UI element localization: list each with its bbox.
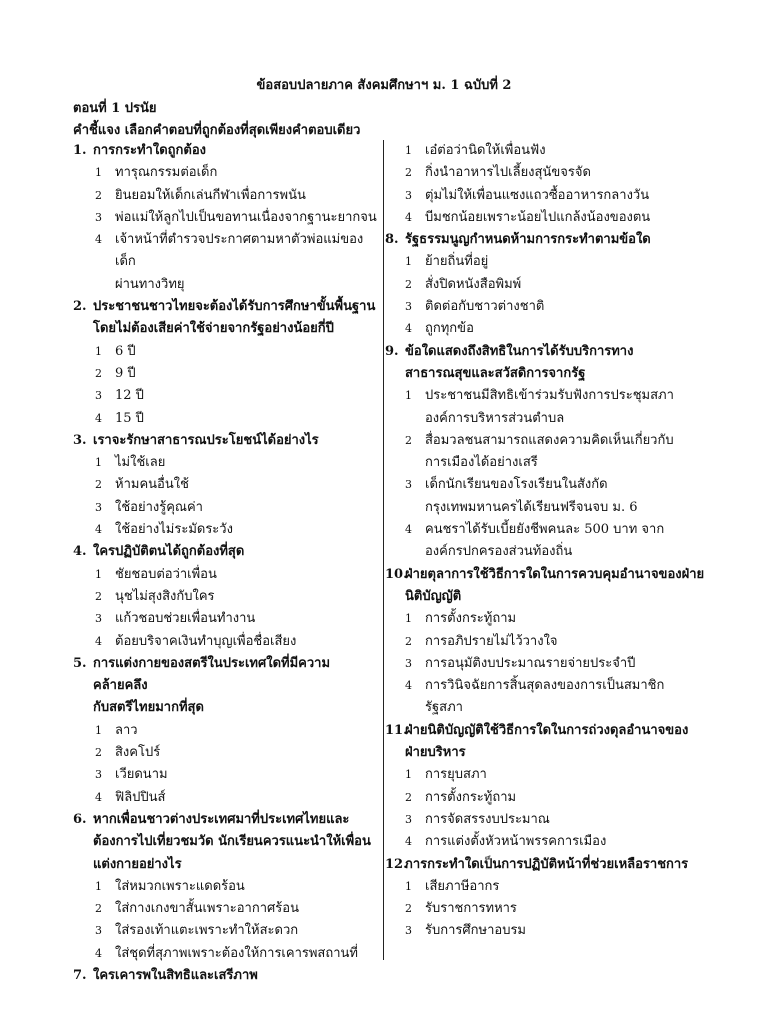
question-stem xyxy=(385,854,705,876)
choice-text: เด็กนักเรียนของโรงเรียนในสังกัด xyxy=(425,477,608,493)
choice-text: คนชราได้รับเบี้ยยังชีพคนละ 500 บาท จาก xyxy=(425,522,665,538)
answer-choice xyxy=(385,653,705,675)
choice-indent xyxy=(385,452,425,474)
choice-indent xyxy=(385,408,425,430)
answer-choice xyxy=(385,274,705,296)
answer-choice xyxy=(385,140,705,162)
answer-choice xyxy=(73,229,383,274)
choice-text: การยุบสภา xyxy=(425,767,487,783)
question-number xyxy=(73,854,93,876)
choice-indent xyxy=(385,497,425,519)
choice-text: ประชาชนมีสิทธิเข้าร่วมรับฟังการประชุมสภา xyxy=(425,388,674,404)
choice-number: 3 xyxy=(95,210,102,224)
exam-title: ข้อสอบปลายภาค สังคมศึกษาฯ ม. 1 ฉบับที่ 2 xyxy=(256,78,512,93)
question-text: ใครปฏิบัติตนได้ถูกต้องที่สุด xyxy=(93,544,245,560)
answer-choice-continued xyxy=(385,408,705,430)
choice-text: การตั้งกระทู้ถาม xyxy=(425,789,517,805)
choice-text: การอนุมัติงบประมาณรายจ่ายประจำปี xyxy=(425,655,636,671)
answer-choice xyxy=(73,631,383,653)
right-column xyxy=(385,140,705,943)
answer-choice xyxy=(385,296,705,318)
choice-text: การจัดสรรงบประมาณ xyxy=(425,811,550,827)
choice-number: 1 xyxy=(95,166,102,180)
choice-number: 3 xyxy=(95,500,102,514)
answer-choice-continued xyxy=(385,541,705,563)
choice-number: 4 xyxy=(95,523,102,537)
answer-choice xyxy=(73,385,383,407)
choice-text: ทารุณกรรมต่อเด็ก xyxy=(115,165,218,181)
answer-choice xyxy=(73,162,383,184)
choice-number: 3 xyxy=(95,924,102,938)
question-text: การกระทำใดเป็นการปฏิบัติหน้าที่ช่วยเหลือราชการ xyxy=(405,856,689,872)
question-stem-continued xyxy=(385,742,705,764)
choice-number: 3 xyxy=(95,612,102,626)
choice-number: 1 xyxy=(95,456,102,470)
choice-number: 4 xyxy=(95,233,102,247)
choice-number: 3 xyxy=(405,188,412,202)
question-number xyxy=(385,742,405,764)
choice-number: 1 xyxy=(95,344,102,358)
question-number: 11. xyxy=(385,722,408,738)
choice-number: 4 xyxy=(405,210,412,224)
question-stem xyxy=(385,341,705,363)
question-text: การกระทำใดถูกต้อง xyxy=(93,143,206,158)
question-number xyxy=(73,318,93,340)
question-stem-continued xyxy=(385,586,705,608)
choice-number: 2 xyxy=(95,902,102,916)
question-text: หากเพื่อนชาวต่างประเทศมาที่ประเทศไทยและ xyxy=(93,811,350,827)
choice-indent xyxy=(73,274,115,296)
choice-number: 1 xyxy=(405,879,412,893)
choice-number: 4 xyxy=(405,679,412,693)
question-number: 9. xyxy=(385,343,399,359)
question-text: แต่งกายอย่างไร xyxy=(93,856,182,872)
choice-number: 3 xyxy=(405,924,412,938)
choice-number: 2 xyxy=(405,433,412,447)
question-number: 8. xyxy=(385,232,399,248)
choice-number: 1 xyxy=(405,255,412,269)
choice-number: 2 xyxy=(405,634,412,648)
answer-choice xyxy=(73,742,383,764)
answer-choice-continued xyxy=(385,497,705,519)
choice-text-continued: องค์กรปกครองส่วนท้องถิ่น xyxy=(425,544,573,560)
question-text: รัฐธรรมนูญกำหนดห้ามการกระทำตามข้อใด xyxy=(405,232,651,248)
question-text: โดยไม่ต้องเสียค่าใช้จ่ายจากรัฐอย่างน้อยกี่ปี xyxy=(93,321,334,337)
choice-text: ยินยอมให้เด็กเล่นกีฬาเพื่อการพนัน xyxy=(115,187,306,203)
answer-choice xyxy=(73,586,383,608)
choice-text: รับราชการทหาร xyxy=(425,901,517,917)
choice-number: 2 xyxy=(405,277,412,291)
choice-text: สิงคโปร์ xyxy=(115,745,161,761)
choice-number: 4 xyxy=(95,634,102,648)
choice-text: เวียดนาม xyxy=(115,767,168,783)
question-stem xyxy=(73,653,383,698)
question-text: ต้องการไปเที่ยวชมวัด นักเรียนควรแนะนำให้เพื่อน xyxy=(93,834,371,850)
answer-choice xyxy=(385,608,705,630)
question-stem xyxy=(73,430,383,452)
choice-number: 4 xyxy=(95,411,102,425)
question-number: 1. xyxy=(73,143,87,158)
choice-text-continued: การเมืองได้อย่างเสรี xyxy=(425,455,538,471)
choice-text: ติดต่อกับชาวต่างชาติ xyxy=(425,299,545,315)
question-number: 12. xyxy=(385,856,408,872)
question-number: 10. xyxy=(385,566,408,582)
choice-text-continued: องค์การบริหารส่วนตำบล xyxy=(425,410,565,426)
choice-text: แก้วชอบช่วยเพื่อนทำงาน xyxy=(115,611,256,627)
choice-number: 4 xyxy=(405,322,412,336)
choice-text: ต้อยบริจาคเงินทำบุญเพื่อชื่อเสียง xyxy=(115,633,297,649)
answer-choice xyxy=(73,497,383,519)
choice-text: ใช้อย่างรู้คุณค่า xyxy=(115,499,203,515)
choice-text: ย้ายถิ่นที่อยู่ xyxy=(425,254,489,270)
choice-text-continued: กรุงเทพมหานครได้เรียนฟรีจนจบ ม. 6 xyxy=(425,499,638,515)
question-number: 2. xyxy=(73,299,87,315)
choice-text: เจ้าหน้าที่ตำรวจประกาศตามหาตัวพ่อแม่ของเด็ก xyxy=(115,232,364,270)
question-text: กับสตรีไทยมากที่สุด xyxy=(93,700,204,716)
answer-choice xyxy=(385,809,705,831)
answer-choice xyxy=(73,474,383,496)
answer-choice xyxy=(73,898,383,920)
answer-choice-continued xyxy=(385,697,705,719)
choice-text: ใส่รองเท้าแตะเพราะทำให้สะดวก xyxy=(115,923,299,939)
question-stem xyxy=(73,809,383,831)
question-stem-continued xyxy=(73,831,383,853)
choice-text: สั่งปิดหนังสือพิมพ์ xyxy=(425,276,522,292)
choice-number: 2 xyxy=(95,478,102,492)
answer-choice xyxy=(73,363,383,385)
answer-choice xyxy=(385,876,705,898)
answer-choice-continued xyxy=(385,452,705,474)
choice-indent xyxy=(385,541,425,563)
choice-indent xyxy=(385,697,425,719)
answer-choice xyxy=(385,251,705,273)
answer-choice xyxy=(73,876,383,898)
answer-choice xyxy=(73,185,383,207)
choice-text: 15 ปี xyxy=(115,410,144,426)
choice-number: 1 xyxy=(405,612,412,626)
answer-choice xyxy=(385,764,705,786)
choice-number: 1 xyxy=(95,879,102,893)
choice-number: 3 xyxy=(405,656,412,670)
choice-text: การวินิจฉัยการสิ้นสุดลงของการเป็นสมาชิก xyxy=(425,678,665,694)
question-number xyxy=(73,831,93,853)
question-text: ฝ่ายนิติบัญญัติใช้วิธีการใดในการถ่วงดุลอำนาจของ xyxy=(405,722,689,738)
choice-number: 4 xyxy=(405,835,412,849)
choice-text: ใส่หมวกเพราะแดดร้อน xyxy=(115,878,245,894)
choice-text: สื่อมวลชนสามารถแสดงความคิดเห็นเกี่ยวกับ xyxy=(425,432,674,448)
question-number xyxy=(73,697,93,719)
choice-text: กิ่งนำอาหารไปเลี้ยงสุนัขจรจัด xyxy=(425,165,591,181)
choice-text: เอ๋ต่อว่านิดให้เพื่อนฟัง xyxy=(425,143,546,158)
choice-number: 1 xyxy=(405,144,412,157)
answer-choice xyxy=(73,787,383,809)
question-text: นิติบัญญัติ xyxy=(405,588,462,604)
answer-choice xyxy=(73,564,383,586)
answer-choice xyxy=(385,430,705,452)
answer-choice xyxy=(385,898,705,920)
choice-text: การแต่งตั้งหัวหน้าพรรคการเมือง xyxy=(425,834,607,850)
question-number: 4. xyxy=(73,544,87,560)
choice-number: 3 xyxy=(405,300,412,314)
choice-number: 3 xyxy=(95,389,102,403)
question-text: ฝ่ายตุลาการใช้วิธีการใดในการควบคุมอำนาจของฝ่าย xyxy=(405,566,705,582)
answer-choice xyxy=(73,720,383,742)
answer-choice xyxy=(73,341,383,363)
answer-choice xyxy=(385,318,705,340)
choice-number: 4 xyxy=(405,523,412,537)
choice-number: 1 xyxy=(405,389,412,403)
answer-choice xyxy=(385,831,705,853)
choice-text: ใช้อย่างไม่ระมัดระวัง xyxy=(115,522,233,538)
left-column xyxy=(73,140,383,987)
answer-choice xyxy=(73,764,383,786)
choice-text: การอภิปรายไม่ไว้วางใจ xyxy=(425,633,558,649)
choice-text-continued: ผ่านทางวิทยุ xyxy=(115,276,185,292)
choice-text: ลาว xyxy=(115,722,138,738)
answer-choice xyxy=(385,920,705,942)
choice-number: 3 xyxy=(405,812,412,826)
choice-number: 4 xyxy=(95,946,102,960)
choice-text: เสียภาษีอากร xyxy=(425,878,500,894)
answer-choice xyxy=(385,474,705,496)
question-text: เราจะรักษาสาธารณประโยชน์ได้อย่างไร xyxy=(93,432,319,448)
question-number: 5. xyxy=(73,655,87,671)
question-stem-continued xyxy=(73,697,383,719)
answer-choice xyxy=(73,452,383,474)
question-number xyxy=(385,363,405,385)
question-stem xyxy=(385,229,705,251)
question-stem-continued xyxy=(73,318,383,340)
choice-text: ห้ามคนอื่นใช้ xyxy=(115,477,189,493)
choice-number: 3 xyxy=(95,768,102,782)
question-stem-continued xyxy=(73,854,383,876)
choice-text: รับการศึกษาอบรม xyxy=(425,923,526,939)
answer-choice xyxy=(73,943,383,965)
question-number xyxy=(385,586,405,608)
instruction-text: คำชี้แจง เลือกคำตอบที่ถูกต้องที่สุดเพียงคำตอบเดียว xyxy=(73,123,361,138)
question-stem xyxy=(73,140,383,162)
question-number: 3. xyxy=(73,432,87,448)
answer-choice xyxy=(385,162,705,184)
choice-number: 1 xyxy=(95,567,102,581)
choice-text: การตั้งกระทู้ถาม xyxy=(425,611,517,627)
question-number: 6. xyxy=(73,811,87,827)
question-stem xyxy=(385,720,705,742)
question-text: ข้อใดแสดงถึงสิทธิในการได้รับบริการทาง xyxy=(405,343,634,359)
column-divider xyxy=(383,140,384,960)
answer-choice xyxy=(73,207,383,229)
answer-choice xyxy=(385,675,705,697)
question-number: 7. xyxy=(73,967,87,983)
choice-text-continued: รัฐสภา xyxy=(425,700,463,716)
choice-number: 2 xyxy=(405,166,412,180)
choice-text: ถูกทุกข้อ xyxy=(425,321,474,337)
choice-text: ตุ่มไม่ให้เพื่อนแซงแถวซื้ออาหารกลางวัน xyxy=(425,187,650,203)
answer-choice xyxy=(385,385,705,407)
choice-number: 2 xyxy=(95,589,102,603)
choice-text: ฟิลิปปินส์ xyxy=(115,789,166,805)
choice-text: 9 ปี xyxy=(115,365,136,381)
answer-choice xyxy=(73,920,383,942)
choice-text: พ่อแม่ให้ลูกไปเป็นขอทานเนื่องจากฐานะยากจน xyxy=(115,209,377,225)
question-text: สาธารณสุขและสวัสดิการจากรัฐ xyxy=(405,365,586,381)
choice-number: 2 xyxy=(405,902,412,916)
answer-choice xyxy=(73,519,383,541)
choice-text: ชัยชอบต่อว่าเพื่อน xyxy=(115,566,217,582)
section-label: ตอนที่ 1 ปรนัย xyxy=(73,101,157,116)
choice-text: นุชไม่สุงสิงกับใคร xyxy=(115,588,215,604)
choice-text: บีมชกน้อยเพราะน้อยไปแกล้งน้องของตน xyxy=(425,209,651,225)
choice-text: 6 ปี xyxy=(115,343,136,359)
choice-text: 12 ปี xyxy=(115,388,144,404)
choice-number: 2 xyxy=(95,188,102,202)
choice-number: 3 xyxy=(405,478,412,492)
choice-number: 4 xyxy=(95,790,102,804)
choice-number: 2 xyxy=(405,790,412,804)
answer-choice xyxy=(73,408,383,430)
question-text: ใครเคารพในสิทธิและเสรีภาพ xyxy=(93,967,258,983)
question-stem-continued xyxy=(385,363,705,385)
answer-choice xyxy=(385,185,705,207)
choice-number: 2 xyxy=(95,366,102,380)
question-text: ฝ่ายบริหาร xyxy=(405,745,466,761)
question-text: การแต่งกายของสตรีในประเทศใดที่มีความคล้ายคลึง xyxy=(93,655,331,694)
answer-choice xyxy=(73,608,383,630)
answer-choice-continued xyxy=(73,274,383,296)
choice-text: ใส่กางเกงขาสั้นเพราะอากาศร้อน xyxy=(115,901,299,917)
question-stem xyxy=(385,564,705,586)
question-stem xyxy=(73,296,383,318)
question-stem xyxy=(73,965,383,987)
question-stem xyxy=(73,541,383,563)
answer-choice xyxy=(385,207,705,229)
question-text: ประชาชนชาวไทยจะต้องได้รับการศึกษาขั้นพื้นฐาน xyxy=(93,299,376,315)
answer-choice xyxy=(385,631,705,653)
choice-text: ใส่ชุดที่สุภาพเพราะต้องให้การเคารพสถานที่ xyxy=(115,945,358,961)
choice-text: ไม่ใช้เลย xyxy=(115,455,166,471)
answer-choice xyxy=(385,519,705,541)
choice-number: 1 xyxy=(405,768,412,782)
answer-choice xyxy=(385,787,705,809)
choice-number: 2 xyxy=(95,746,102,760)
choice-number: 1 xyxy=(95,723,102,737)
